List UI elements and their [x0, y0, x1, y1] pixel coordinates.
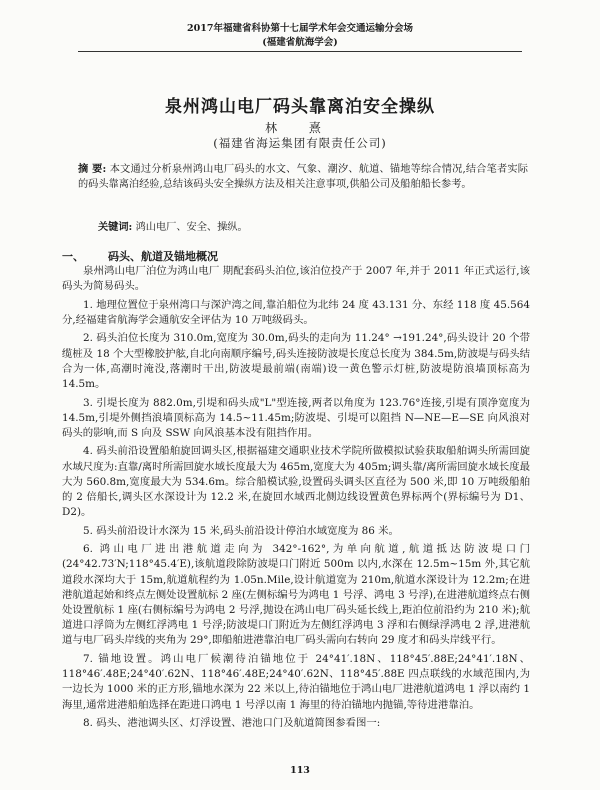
paragraph-1: 1. 地理位置位于泉州湾口与深沪湾之间,靠泊船位为北纬 24 度 43.131 分、东经 118 度 45.564 分,经福建省航海学会通航安全评估为 10 万吨级码头。	[62, 298, 530, 326]
keywords	[98, 218, 528, 233]
paragraph-5: 5. 码头前沿设计水深为 15 米,码头前沿设计停泊水域宽度为 86 米。	[83, 524, 399, 537]
keywords-text: 鸿山电厂、安全、操纵。	[135, 222, 248, 233]
paragraph-3: 3. 引堤长度为 882.0m,引堤和码头成"L"型连接,两者以角度为 123.76°连接,引堤有顶净宽度为 14.5m,引堤外侧挡浪墙顶标高为 14.5~11.45m;防波堤、引堤可以阻挡 N—NE—E—SE 向风浪对码头的影响,而 S 向及 SSW 向风浪基本没有阻挡作用。	[62, 396, 530, 439]
header-rule	[78, 51, 522, 52]
section-title: 码头、航道及锚地概况	[108, 250, 218, 263]
body-text	[62, 264, 530, 735]
author: 林 熹	[265, 121, 335, 135]
paragraph-7: 7. 锚地设置。鸿山电厂候潮待泊锚地位于 24°41′.18N、118°45′.88E;24°41′.18N、118°46′.48E;24°40′.62N、118°46′.48E;24°40′.62N、118°45′.88E 四点联线的水域范围内,为一边长为 1000 米的正方形,锚地水深为 22 米以上,待泊锚地位于鸿山电厂进港航道鸿电 1 浮以南约 1 海里,通常进港船舶选择在距进口鸿电 1 号浮以南 1 海里的待泊锚地内抛锚,等待进港靠泊。	[62, 652, 530, 711]
paragraph-8: 8. 码头、港池调头区、灯浮设置、港池口门及航道简图参看图一:	[83, 717, 381, 730]
paragraph-6: 6. 鸿山电厂进出港航道走向为 342°-162°,为单向航道,航道抵达防波堤口门(24°42.73′N;118°45.4′E),该航道段除防波堤口门附近 500m 以内,水深在 12.5m~15m 外,其它航道段水深均大于 15m,航道航程约为 1.05n.Mile,设计航道宽为 210m,航道水深设计为 12.2m;在进港航道起始和终点左侧处设置航标 2 座(左侧标编号为鸿电 1 号浮、鸿电 3 号浮),在进港航道终点右侧处设置航标 1 座(右侧标编号为鸿电 2 号浮,抛设在鸿山电厂码头延长线上,距泊位前沿约为 210 米);航道进口浮筒为左侧红浮鸿电 1 号浮;防波堤口门附近为左侧红浮鸿电 3 浮和右侧绿浮鸿电 2 浮,进港航道与电厂码头岸线的夹角为 29°,即船舶进港靠泊电厂码头需向右转向 29 度才和码头岸线平行。	[62, 543, 530, 647]
page-number: 113	[290, 765, 310, 776]
keywords-label: 关键词:	[98, 221, 133, 233]
section-number: 一、	[62, 250, 84, 263]
section-heading	[62, 248, 218, 264]
running-header-line2: (福建省航海学会)	[262, 37, 338, 48]
paragraph-4: 4. 码头前沿设置船舶旋回调头区,根据福建交通职业技术学院所做模拟试验获取船舶调头所需回旋水域尺度为:直靠/离时所需回旋水域长度最大为 465m,宽度大为 405m;调头靠/离所需回旋水域长度最大为 560.8m,宽度最大为 534.6m。综合船模试验,设置码头调头区直径为 500 米,即 10 万吨级船舶的 2 倍船长,调头区水深设计为 12.2 米,在旋回水域西北侧边线设置黄色界标两个(界标编号为 D1、D2)。	[62, 445, 530, 519]
affiliation: (福建省海运集团有限责任公司)	[213, 136, 387, 150]
paragraph-2: 2. 码头泊位长度为 310.0m,宽度为 30.0m,码头的走向为 11.24° →191.24°,码头设计 20 个带缆桩及 18 个大型橡胶护舷,自北向南顺序编号,码头连接防波堤长度总长度为 384.5m,防波堤与码头结合为一体,高潮时淹没,落潮时干出,防波堤最前端(南端)设一黄色警示灯桩,防波堤防浪墙顶标高为 14.5m。	[62, 332, 530, 391]
abstract-label: 摘 要:	[78, 163, 107, 175]
paper-title: 泉州鸿山电厂码头靠离泊安全操纵	[165, 97, 435, 117]
abstract-text: 本文通过分析泉州鸿山电厂码头的水文、气象、潮汐、航道、锚地等综合情况,结合笔者实际的码头靠离泊经验,总结该码头安全操纵方法及相关注意事项,供船公司及船舶船长参考。	[78, 164, 528, 190]
abstract	[78, 162, 528, 192]
running-header-line1: 2017年福建省科协第十七届学术年会交通运输分会场	[187, 23, 413, 34]
paragraph-intro: 泉州鸿山电厂泊位为鸿山电厂 期配套码头泊位,该泊位投产于 2007 年,并于 2011 年正式运行,该码头为简易码头。	[62, 265, 530, 293]
